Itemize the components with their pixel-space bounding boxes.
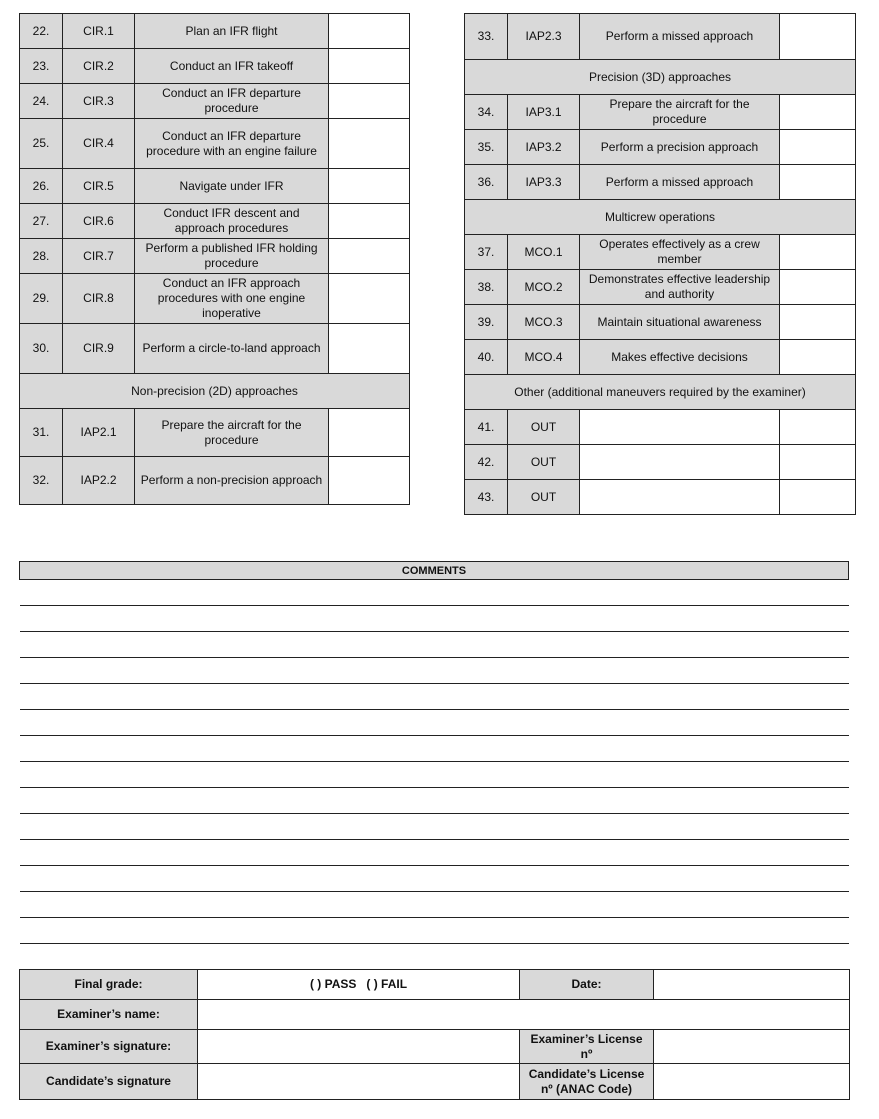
item-description: Perform a published IFR holding procedure xyxy=(135,239,329,274)
date-label: Date: xyxy=(520,970,654,1000)
date-field[interactable] xyxy=(654,970,850,1000)
item-code: IAP3.1 xyxy=(508,95,580,130)
table-row xyxy=(465,480,856,515)
item-description: Perform a missed approach xyxy=(580,165,780,200)
comment-line-input[interactable] xyxy=(20,892,849,918)
item-number: 33. xyxy=(465,14,508,60)
item-description: Perform a missed approach xyxy=(580,14,780,60)
section-title-precision: Precision (3D) approaches xyxy=(465,60,856,95)
candidate-license-field[interactable] xyxy=(654,1064,850,1100)
item-code: CIR.4 xyxy=(63,119,135,169)
item-code: CIR.2 xyxy=(63,49,135,84)
examiner-signature-field[interactable] xyxy=(198,1030,520,1064)
grade-cell[interactable] xyxy=(329,84,410,119)
item-description: Demonstrates effective leadership and authority xyxy=(580,270,780,305)
candidate-license-label: Candidate’s License nº (ANAC Code) xyxy=(520,1064,654,1100)
section-title-multicrew: Multicrew operations xyxy=(465,200,856,235)
grade-cell[interactable] xyxy=(329,169,410,204)
item-description-input[interactable] xyxy=(580,410,780,445)
comment-line xyxy=(20,606,849,632)
item-number: 22. xyxy=(20,14,63,49)
grade-cell[interactable] xyxy=(329,274,410,324)
table-row xyxy=(20,324,410,374)
item-code: CIR.5 xyxy=(63,169,135,204)
comment-line-input[interactable] xyxy=(20,684,849,710)
comment-line-input[interactable] xyxy=(20,606,849,632)
comment-line-input[interactable] xyxy=(20,840,849,866)
table-row xyxy=(20,274,410,324)
section-header-row xyxy=(465,60,856,95)
item-code: IAP3.3 xyxy=(508,165,580,200)
item-code: OUT xyxy=(508,445,580,480)
section-title-non-precision: Non-precision (2D) approaches xyxy=(20,374,410,409)
grade-cell[interactable] xyxy=(329,457,410,505)
item-number: 34. xyxy=(465,95,508,130)
comments-header-row xyxy=(20,562,849,580)
item-number: 32. xyxy=(20,457,63,505)
item-code: MCO.3 xyxy=(508,305,580,340)
item-description: Conduct an IFR takeoff xyxy=(135,49,329,84)
table-row xyxy=(20,409,410,457)
comment-line-input[interactable] xyxy=(20,632,849,658)
grade-cell[interactable] xyxy=(329,49,410,84)
examiner-name-field[interactable] xyxy=(198,1000,850,1030)
table-row xyxy=(20,239,410,274)
grade-cell[interactable] xyxy=(780,340,856,375)
table-row xyxy=(465,410,856,445)
pass-fail-options[interactable]: ( ) PASS ( ) FAIL xyxy=(198,970,520,1000)
comment-line-input[interactable] xyxy=(20,918,849,944)
table-row xyxy=(20,119,410,169)
comment-line-input[interactable] xyxy=(20,580,849,606)
table-row xyxy=(465,340,856,375)
maneuvers-table-left xyxy=(19,13,410,505)
grade-cell[interactable] xyxy=(780,270,856,305)
comment-line xyxy=(20,892,849,918)
candidate-signature-row xyxy=(20,1064,850,1100)
grade-cell[interactable] xyxy=(780,95,856,130)
examiner-name-label: Examiner’s name: xyxy=(20,1000,198,1030)
item-number: 30. xyxy=(20,324,63,374)
comment-line xyxy=(20,632,849,658)
item-number: 35. xyxy=(465,130,508,165)
comment-line xyxy=(20,918,849,944)
item-description-input[interactable] xyxy=(580,445,780,480)
comment-line-input[interactable] xyxy=(20,814,849,840)
grade-cell[interactable] xyxy=(329,239,410,274)
item-number: 42. xyxy=(465,445,508,480)
item-description: Conduct an IFR departure procedure xyxy=(135,84,329,119)
item-number: 41. xyxy=(465,410,508,445)
grade-cell[interactable] xyxy=(780,165,856,200)
item-number: 26. xyxy=(20,169,63,204)
item-description: Plan an IFR flight xyxy=(135,14,329,49)
item-code: CIR.8 xyxy=(63,274,135,324)
item-code: OUT xyxy=(508,480,580,515)
grade-cell[interactable] xyxy=(780,14,856,60)
item-code: MCO.1 xyxy=(508,235,580,270)
examiner-name-row xyxy=(20,1000,850,1030)
grade-signature-table xyxy=(19,969,850,1100)
table-row xyxy=(20,204,410,239)
table-row xyxy=(465,235,856,270)
comment-line-input[interactable] xyxy=(20,788,849,814)
item-code: CIR.3 xyxy=(63,84,135,119)
comment-line-input[interactable] xyxy=(20,710,849,736)
item-number: 36. xyxy=(465,165,508,200)
item-number: 38. xyxy=(465,270,508,305)
item-code: CIR.6 xyxy=(63,204,135,239)
table-row xyxy=(20,49,410,84)
table-row xyxy=(465,130,856,165)
comment-line xyxy=(20,684,849,710)
comments-title: COMMENTS xyxy=(20,562,849,580)
grade-cell[interactable] xyxy=(329,324,410,374)
candidate-signature-label: Candidate’s signature xyxy=(20,1064,198,1100)
table-row xyxy=(20,84,410,119)
examiner-signature-row xyxy=(20,1030,850,1064)
examiner-signature-label: Examiner’s signature: xyxy=(20,1030,198,1064)
comment-line xyxy=(20,762,849,788)
item-description: Conduct an IFR approach procedures with one engine inoperative xyxy=(135,274,329,324)
comment-line-input[interactable] xyxy=(20,736,849,762)
item-number: 43. xyxy=(465,480,508,515)
comment-line-input[interactable] xyxy=(20,658,849,684)
table-row xyxy=(465,14,856,60)
table-row xyxy=(465,270,856,305)
comment-line xyxy=(20,866,849,892)
comment-line-input[interactable] xyxy=(20,866,849,892)
item-code: OUT xyxy=(508,410,580,445)
final-grade-label: Final grade: xyxy=(20,970,198,1000)
item-number: 37. xyxy=(465,235,508,270)
section-header-row xyxy=(465,200,856,235)
item-number: 25. xyxy=(20,119,63,169)
item-code: IAP2.2 xyxy=(63,457,135,505)
comments-table xyxy=(19,561,849,944)
table-row xyxy=(465,445,856,480)
examiner-license-label: Examiner’s License nº xyxy=(520,1030,654,1064)
item-number: 23. xyxy=(20,49,63,84)
item-description: Conduct an IFR departure procedure with an engine failure xyxy=(135,119,329,169)
grade-cell[interactable] xyxy=(780,130,856,165)
grade-cell[interactable] xyxy=(780,480,856,515)
grade-cell[interactable] xyxy=(780,445,856,480)
item-description: Perform a non-precision approach xyxy=(135,457,329,505)
item-description: Navigate under IFR xyxy=(135,169,329,204)
grade-cell[interactable] xyxy=(780,410,856,445)
grade-cell[interactable] xyxy=(780,235,856,270)
item-code: MCO.2 xyxy=(508,270,580,305)
section-header-row xyxy=(20,374,410,409)
grade-cell[interactable] xyxy=(329,204,410,239)
item-code: IAP2.1 xyxy=(63,409,135,457)
item-description: Perform a precision approach xyxy=(580,130,780,165)
comment-line xyxy=(20,840,849,866)
comment-line xyxy=(20,814,849,840)
item-number: 24. xyxy=(20,84,63,119)
item-number: 27. xyxy=(20,204,63,239)
item-code: IAP2.3 xyxy=(508,14,580,60)
section-header-row xyxy=(465,375,856,410)
table-row xyxy=(20,457,410,505)
item-code: IAP3.2 xyxy=(508,130,580,165)
grade-cell[interactable] xyxy=(329,14,410,49)
comment-line xyxy=(20,658,849,684)
grade-cell[interactable] xyxy=(780,305,856,340)
comment-line xyxy=(20,710,849,736)
table-row xyxy=(20,169,410,204)
table-row xyxy=(20,14,410,49)
item-code: CIR.9 xyxy=(63,324,135,374)
item-number: 31. xyxy=(20,409,63,457)
item-description: Prepare the aircraft for the procedure xyxy=(135,409,329,457)
item-description: Perform a circle-to-land approach xyxy=(135,324,329,374)
final-grade-row xyxy=(20,970,850,1000)
grade-cell[interactable] xyxy=(329,409,410,457)
item-code: CIR.7 xyxy=(63,239,135,274)
item-description: Prepare the aircraft for the procedure xyxy=(580,95,780,130)
item-code: CIR.1 xyxy=(63,14,135,49)
item-number: 40. xyxy=(465,340,508,375)
candidate-signature-field[interactable] xyxy=(198,1064,520,1100)
table-row xyxy=(465,305,856,340)
table-row xyxy=(465,165,856,200)
item-number: 29. xyxy=(20,274,63,324)
examiner-license-field[interactable] xyxy=(654,1030,850,1064)
comment-line-input[interactable] xyxy=(20,762,849,788)
maneuvers-table-right xyxy=(464,13,856,515)
item-description-input[interactable] xyxy=(580,480,780,515)
item-description: Maintain situational awareness xyxy=(580,305,780,340)
item-code: MCO.4 xyxy=(508,340,580,375)
section-title-other: Other (additional maneuvers required by the examiner) xyxy=(465,375,856,410)
comment-line xyxy=(20,580,849,606)
item-number: 39. xyxy=(465,305,508,340)
grade-cell[interactable] xyxy=(329,119,410,169)
item-number: 28. xyxy=(20,239,63,274)
item-description: Conduct IFR descent and approach procedures xyxy=(135,204,329,239)
table-row xyxy=(465,95,856,130)
comment-line xyxy=(20,788,849,814)
item-description: Makes effective decisions xyxy=(580,340,780,375)
comment-line xyxy=(20,736,849,762)
item-description: Operates effectively as a crew member xyxy=(580,235,780,270)
